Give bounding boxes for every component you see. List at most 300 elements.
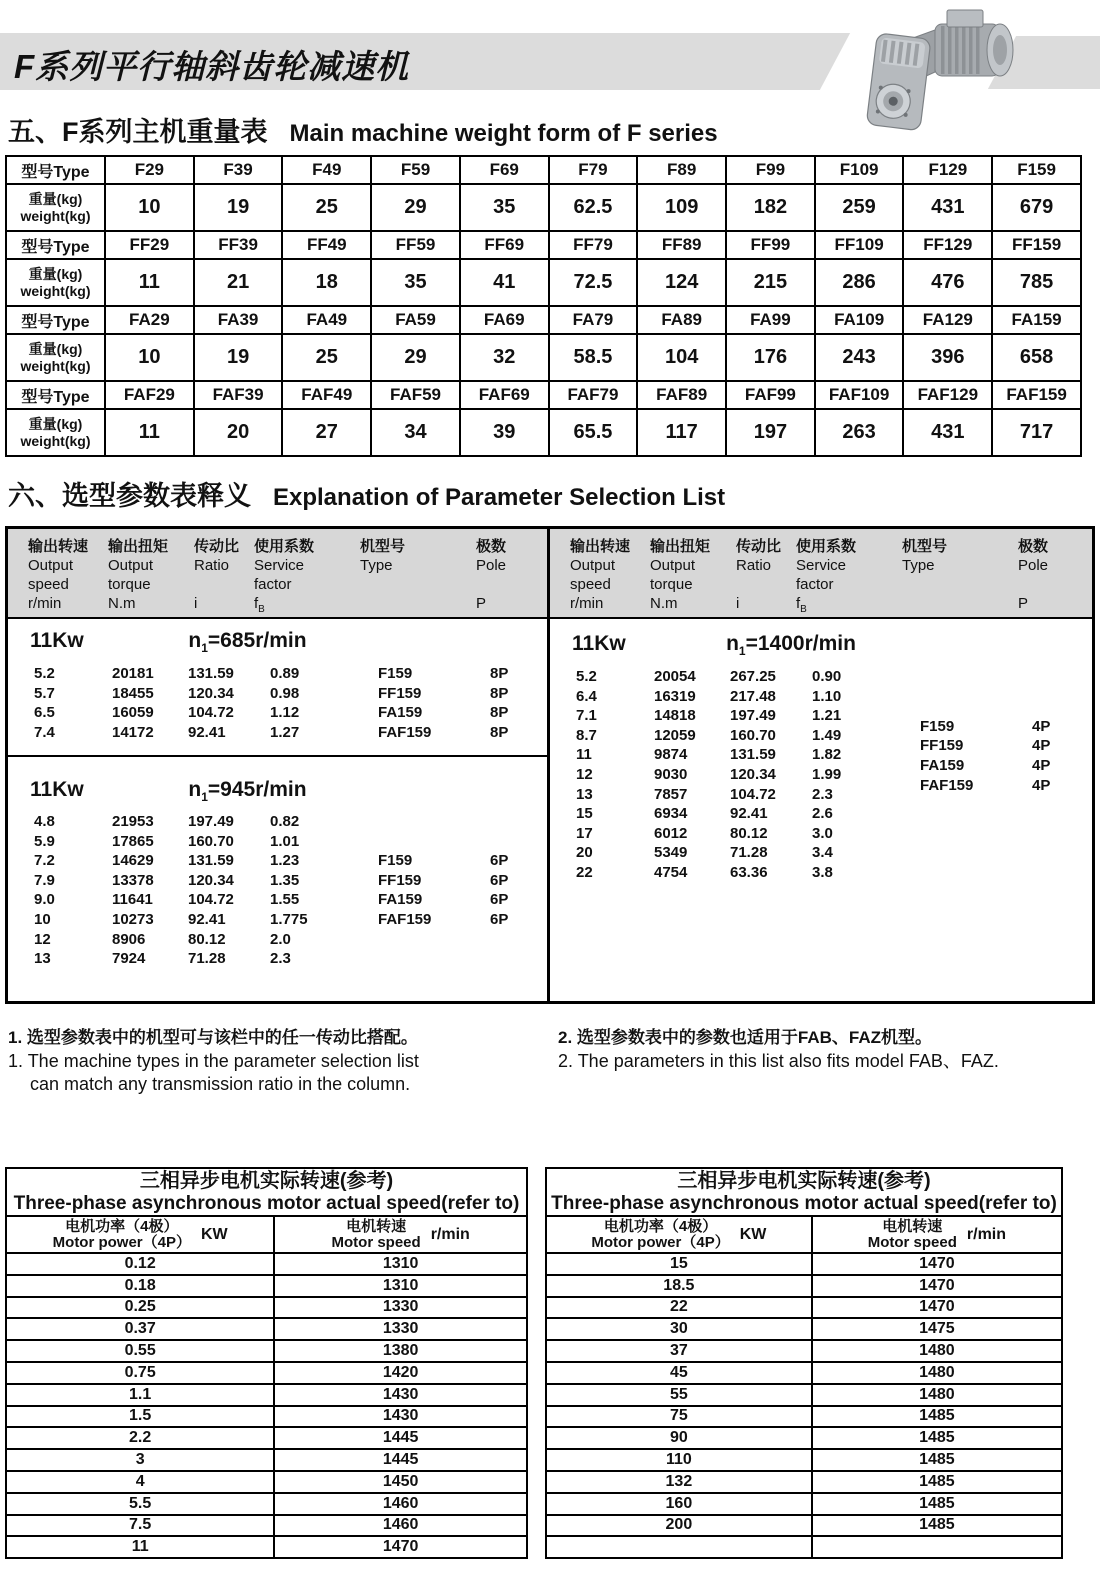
ratio-cell: 160.70 [188,832,234,850]
motor-table-title-en: Three-phase asynchronous motor actual speed(refer to) [551,1192,1057,1214]
motor-speed-cell [812,1536,1062,1558]
motor-row [546,1406,1062,1428]
weight-cell: 29 [371,334,460,381]
weight-cell: 18 [282,259,371,306]
type-cell: FA89 [637,306,726,334]
pole-cell [1032,658,1092,678]
ratio-cell: 104.72 [188,891,234,909]
motor-body [935,10,1013,76]
param-row [8,832,547,852]
type-cell: FF159 [992,231,1081,259]
ratio-cell: 131.59 [188,852,234,870]
param-row [8,851,547,871]
ratio-cell: 120.34 [188,684,234,702]
weight-cell: 72.5 [549,259,638,306]
param-col-unit: P [476,595,487,612]
weight-cell: 176 [726,334,815,381]
pole-cell [1032,697,1092,717]
output-torque-cell: 18455 [112,684,154,702]
param-section-heading-en: Explanation of Parameter Selection List [273,484,726,511]
weight-row [6,259,1081,306]
motor-speed-cell: 1460 [274,1493,527,1515]
output-torque-cell: 20181 [112,665,154,682]
service-factor-cell: 1.01 [270,832,300,850]
type-cell: FAF59 [371,381,460,409]
output-torque-cell: 12059 [654,726,696,744]
motor-row [6,1253,527,1275]
note-2-en-line1: 2. The parameters in this list also fits model FAB、FAZ. [558,1051,999,1071]
output-torque-cell: 14629 [112,852,154,870]
motor-speed-cell: 1485 [812,1449,1062,1471]
motor-speed-header [812,1216,1062,1253]
weight-cell: 658 [992,334,1081,381]
weight-label-en: weight(kg) [20,207,91,224]
type-cell: FAF159 [920,776,974,794]
type-row-label: 型号Type [6,231,105,259]
motor-speed-cell: 1485 [812,1406,1062,1428]
n-subscript: 1 [201,641,208,656]
motor-table-title-zh: 三相异步电机实际转速(参考) [139,1169,394,1192]
motor-table-title [546,1168,1062,1216]
motor-power-cell: 15 [546,1253,812,1275]
ratio-cell: 120.34 [188,871,234,889]
pole-cell: 4P [1032,717,1051,735]
param-col-label-en: Output [28,557,74,574]
ratio-cell: 197.49 [730,707,776,725]
pole-cell [1032,834,1092,854]
param-row [8,930,547,950]
motor-row [546,1449,1062,1471]
ratio-cell: 71.28 [730,844,768,862]
pole-cell: 6P [490,852,509,870]
param-row [8,812,547,832]
weight-cell: 182 [726,184,815,231]
motor-speed-cell: 1470 [274,1536,527,1558]
gear-reducer-photo [845,2,1035,134]
param-col-unit [360,594,476,613]
service-factor-cell: 2.3 [812,785,833,803]
param-block-1400rpm [550,619,1092,1004]
type-cell: FF29 [105,231,194,259]
motor-speed-header-en: Motor speed [331,1233,421,1251]
output-speed-cell: 8.7 [576,726,597,744]
param-col-label-zh: 输出转速 [28,538,89,555]
motor-row [546,1493,1062,1515]
type-row-label: 型号Type [6,156,105,184]
weight-section-heading-en: Main machine weight form of F series [289,120,718,147]
motor-speed-cell: 1430 [274,1384,527,1406]
motor-speed-cell: 1420 [274,1362,527,1384]
type-cell: FA159 [920,756,965,774]
motor-row [6,1471,527,1493]
param-block-685rpm [8,619,547,757]
type-cell: FA79 [549,306,638,334]
motor-speed-table-right [545,1167,1063,1559]
param-col-unit-sub: B [258,604,265,615]
type-cell: FF59 [371,231,460,259]
param-col-label-zh: 传动比 [194,538,240,555]
output-speed-cell: 11 [576,746,592,764]
service-factor-cell: 1.23 [270,852,300,870]
type-row [6,156,1081,184]
param-col-unit: N.m [650,595,678,612]
block-title [8,619,547,664]
output-torque-cell: 14172 [112,723,154,741]
weight-cell: 124 [637,259,726,306]
type-cell: FF39 [194,231,283,259]
param-panel-right [550,529,1092,1001]
pole-cell: 4P [1032,776,1051,794]
weight-label-zh: 重量(kg) [28,415,83,432]
output-speed-cell: 9.0 [34,891,55,909]
weight-cell: 25 [282,184,371,231]
weight-cell: 19 [194,184,283,231]
power-rating: 11Kw [30,778,84,801]
motor-power-unit: KW [201,1225,228,1243]
output-speed-cell: 5.2 [34,665,55,682]
output-torque-cell: 20054 [654,668,696,685]
motor-power-cell: 3 [6,1449,274,1471]
type-row [6,231,1081,259]
motor-speed-cell: 1330 [274,1318,527,1340]
ratio-cell: 131.59 [188,665,234,682]
motor-row [546,1318,1062,1340]
service-factor-cell: 1.82 [812,746,842,764]
weight-cell: 21 [194,259,283,306]
motor-speed-cell: 1480 [812,1362,1062,1384]
motor-row [6,1515,527,1537]
param-col-label-zh: 输出扭矩 [108,538,169,555]
service-factor-cell: 0.98 [270,684,300,702]
ratio-cell: 267.25 [730,668,776,685]
param-col-label-en: torque [108,576,151,593]
param-column-header [28,537,108,617]
type-cell: FAF129 [903,381,992,409]
param-row [8,664,547,684]
param-col-label-en: Pole [476,557,507,574]
ratio-cell: 217.48 [730,687,776,705]
weight-cell: 62.5 [549,184,638,231]
output-speed-cell: 20 [576,844,593,862]
note-1 [8,1026,538,1096]
param-col-unit [902,594,1018,613]
weight-cell: 35 [371,259,460,306]
weight-row-label [6,259,105,306]
ratio-cell: 71.28 [188,950,226,968]
weight-cell: 19 [194,334,283,381]
motor-speed-cell: 1480 [812,1340,1062,1362]
param-col-label-en: speed [28,576,69,593]
motor-power-cell: 18.5 [546,1275,812,1297]
motor-speed-cell: 1445 [274,1427,527,1449]
motor-speed-cell: 1485 [812,1427,1062,1449]
type-cell: FF89 [637,231,726,259]
pole-cell: 8P [490,684,509,702]
motor-speed-cell: 1470 [812,1297,1062,1319]
output-speed-cell: 17 [576,824,593,842]
motor-row [6,1340,527,1362]
type-cell: FA69 [460,306,549,334]
type-cell: F159 [920,717,955,735]
weight-cell: 431 [903,184,992,231]
param-col-unit: i [194,595,198,612]
param-col-label-zh: 机型号 [902,538,948,555]
weight-cell: 29 [371,184,460,231]
motor-row [546,1471,1062,1493]
motor-table-title-zh: 三相异步电机实际转速(参考) [677,1169,931,1192]
output-speed-cell: 7.9 [34,871,55,889]
n-subscript: 1 [738,644,746,659]
motor-power-cell: 1.5 [6,1406,274,1428]
param-column-header [1018,537,1092,617]
param-row [8,949,547,969]
motor-speed-header-en: Motor speed [867,1233,957,1251]
service-factor-cell: 1.27 [270,723,300,741]
param-col-label-en: speed [570,576,611,593]
type-cell: F89 [637,156,726,184]
type-cell: FF159 [378,684,422,702]
pole-cell [490,812,547,832]
type-row [6,306,1081,334]
param-col-label-en [476,575,547,594]
main-machine-weight-table [5,155,1082,457]
ratio-cell: 120.34 [730,765,776,783]
weight-cell: 109 [637,184,726,231]
motor-speed-cell: 1470 [812,1253,1062,1275]
motor-row [546,1297,1062,1319]
param-column-header [736,537,796,617]
param-col-label-en: Service [254,557,305,574]
output-torque-cell: 6934 [654,805,688,823]
type-cell: FAF29 [105,381,194,409]
n-symbol: n [188,629,202,652]
param-col-label-en: Ratio [736,557,772,574]
service-factor-cell: 1.35 [270,871,300,889]
param-col-unit: P [1018,595,1029,612]
param-col-label-zh: 机型号 [360,538,406,555]
motor-power-cell: 5.5 [6,1493,274,1515]
type-cell: FA159 [378,704,423,722]
motor-power-cell: 55 [546,1384,812,1406]
service-factor-cell: 0.89 [270,665,300,682]
motor-power-header-zh: 电机功率（4极） [603,1217,718,1235]
output-torque-cell: 17865 [112,832,154,850]
output-speed-cell: 7.1 [576,707,597,725]
type-cell: FF159 [378,871,422,889]
motor-table-title-en: Three-phase asynchronous motor actual speed(refer to) [13,1192,520,1214]
param-col-label-en [1018,575,1092,594]
weight-cell: 476 [903,259,992,306]
motor-speed-cell: 1310 [274,1275,527,1297]
weight-label-en: weight(kg) [20,357,91,374]
weight-cell: 263 [815,409,904,456]
motor-power-cell: 200 [546,1515,812,1537]
type-cell: FAF159 [378,910,432,928]
param-col-label-en: Type [360,557,393,574]
n-subscript: 1 [201,790,208,805]
param-col-label-en: Service [796,557,847,574]
service-factor-cell: 3.0 [812,824,833,842]
param-header-row [550,529,1092,619]
param-col-label-en: factor [796,576,834,593]
type-cell: FA59 [371,306,460,334]
motor-power-cell: 0.55 [6,1340,274,1362]
param-col-label-en [360,575,476,594]
motor-power-cell: 37 [546,1340,812,1362]
param-col-label-zh: 输出扭矩 [650,538,711,555]
param-col-label-en [736,575,796,594]
weight-cell: 32 [460,334,549,381]
motor-speed-header-zh: 电机转速 [346,1217,407,1235]
motor-power-cell: 30 [546,1318,812,1340]
motor-row [6,1449,527,1471]
type-cell: F79 [549,156,638,184]
weight-cell: 34 [371,409,460,456]
type-cell: F159 [378,852,413,870]
motor-row [546,1427,1062,1449]
type-cell: F69 [460,156,549,184]
pole-cell: 8P [490,723,509,741]
pole-cell [490,930,547,950]
gearbox-housing [866,33,931,131]
ratio-cell: 80.12 [188,930,226,948]
param-col-label-en: torque [650,576,693,593]
n-symbol: n [726,632,739,655]
motor-power-cell: 11 [6,1536,274,1558]
pole-cell [1032,795,1092,815]
weight-cell: 197 [726,409,815,456]
motor-speed-cell: 1330 [274,1297,527,1319]
weight-cell: 215 [726,259,815,306]
param-column-header [254,537,360,617]
param-col-label-en: Type [902,557,935,574]
weight-cell: 259 [815,184,904,231]
type-cell [920,815,1032,835]
pole-cell [490,949,547,969]
type-row-label: 型号Type [6,381,105,409]
output-torque-cell: 4754 [654,863,688,881]
weight-cell: 785 [992,259,1081,306]
weight-cell: 65.5 [549,409,638,456]
type-cell: FA129 [903,306,992,334]
param-column-header [570,537,650,617]
output-torque-cell: 8906 [112,930,146,948]
parameter-selection-table [5,526,1095,1004]
type-cell [920,854,1032,874]
motor-power-unit: KW [739,1225,767,1243]
param-row [8,890,547,910]
type-cell: FA109 [815,306,904,334]
weight-cell: 717 [992,409,1081,456]
param-section-heading [8,474,725,513]
weight-cell: 11 [105,409,194,456]
motor-row [6,1275,527,1297]
weight-row-label [6,184,105,231]
power-rating: 11Kw [572,632,626,655]
param-column-header [108,537,194,617]
param-col-unit: $f_B$ [796,595,807,615]
type-cell: FA49 [282,306,371,334]
motor-power-cell: 0.75 [6,1362,274,1384]
motor-row [6,1297,527,1319]
service-factor-cell: 1.10 [812,687,842,705]
param-column-header [902,537,1018,617]
weight-cell: 117 [637,409,726,456]
type-cell: FF99 [726,231,815,259]
type-cell: FA159 [378,891,423,909]
param-col-label-en: Pole [1018,557,1049,574]
note-2-zh: 2. 选型参数表中的参数也适用于FAB、FAZ机型。 [558,1028,933,1047]
weight-cell: 104 [637,334,726,381]
ratio-cell: 92.41 [188,910,226,928]
motor-power-header-zh: 电机功率（4极） [65,1217,179,1235]
service-factor-cell: 3.4 [812,844,833,862]
motor-row [6,1406,527,1428]
weight-label-zh: 重量(kg) [28,265,83,282]
weight-cell: 58.5 [549,334,638,381]
n-value: =945r/min [207,778,307,801]
type-cell [920,697,1032,717]
motor-speed-cell: 1430 [274,1406,527,1428]
param-col-label-en: factor [254,576,292,593]
service-factor-cell: 1.775 [270,910,308,928]
output-speed-cell: 13 [576,785,593,803]
note-1-en-line1: 1. The machine types in the parameter selection list [8,1051,419,1071]
motor-power-cell: 1.1 [6,1384,274,1406]
input-speed-label [8,629,487,655]
output-torque-cell: 13378 [112,871,154,889]
type-cell: FA99 [726,306,815,334]
param-row [8,703,547,723]
param-col-label-zh: 极数 [1018,538,1049,555]
weight-cell: 10 [105,184,194,231]
param-col-unit: r/min [570,595,604,612]
param-section-heading-zh: 六、选型参数表释义 [8,481,251,511]
output-torque-cell: 9874 [654,746,688,764]
output-speed-cell: 6.5 [34,704,55,722]
power-rating: 11Kw [30,629,84,652]
type-cell: FA29 [105,306,194,334]
ratio-cell: 92.41 [730,805,768,823]
motor-speed-cell: 1485 [812,1493,1062,1515]
type-cell: F109 [815,156,904,184]
motor-speed-cell: 1480 [812,1384,1062,1406]
weight-label-en: weight(kg) [20,282,91,299]
n-value: =685r/min [207,629,307,652]
motor-power-cell: 4 [6,1471,274,1493]
motor-table-title [6,1168,527,1216]
weight-cell: 35 [460,184,549,231]
type-cell: FAF39 [194,381,283,409]
param-block-945rpm [8,757,547,1002]
type-row [6,381,1081,409]
pole-cell: 6P [490,871,509,889]
type-cell: FA159 [992,306,1081,334]
type-cell: F159 [992,156,1081,184]
motor-row [6,1384,527,1406]
pole-cell: 4P [1032,737,1051,755]
ratio-cell: 80.12 [730,824,768,842]
param-col-label-zh: 传动比 [736,538,782,555]
type-cell: FF79 [549,231,638,259]
param-col-label-en: Output [650,557,696,574]
type-row-label: 型号Type [6,306,105,334]
param-column-header [796,537,902,617]
type-cell: FF49 [282,231,371,259]
motor-row [546,1362,1062,1384]
input-speed-label [550,632,1032,658]
motor-row [546,1384,1062,1406]
